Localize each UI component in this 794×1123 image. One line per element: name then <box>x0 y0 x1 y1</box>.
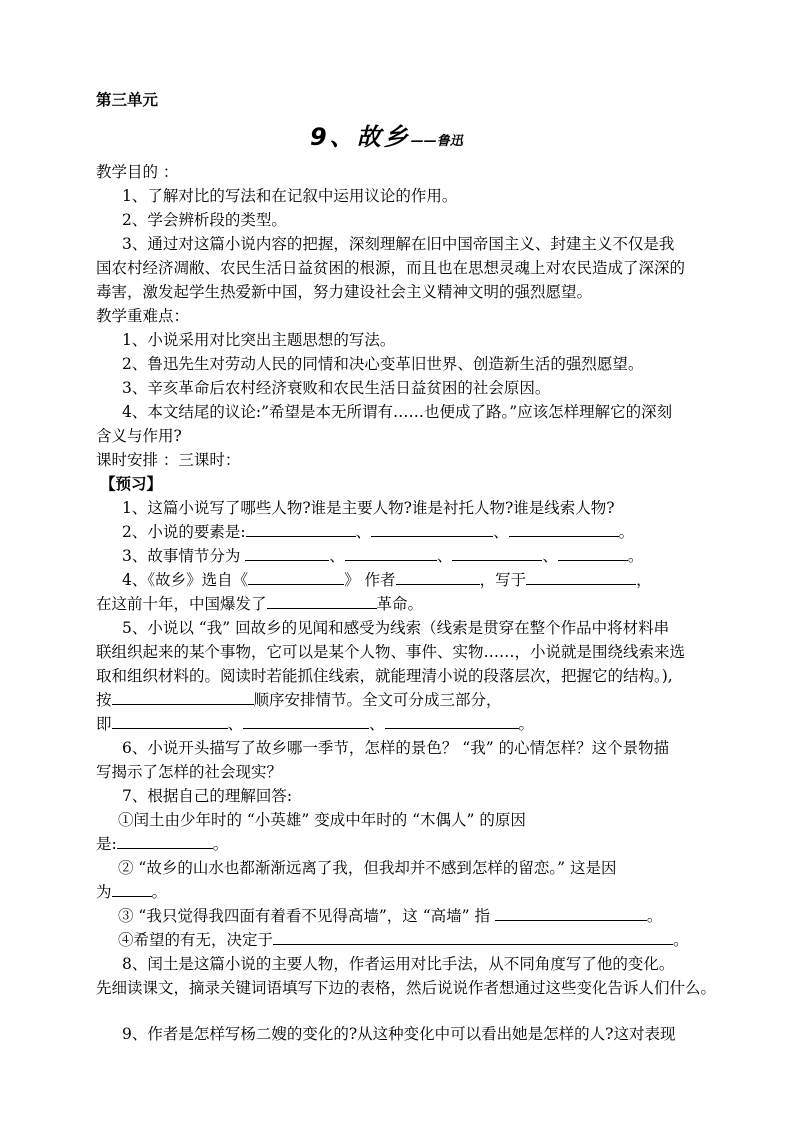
keypoint-item: 3、辛亥革命后农村经济衰败和农民生活日益贫困的社会原因。 <box>122 379 551 397</box>
q4-line2-b: 革命。 <box>376 595 424 613</box>
q7-s1-end: 。 <box>212 835 229 853</box>
q5-blank-part-1[interactable] <box>112 712 228 729</box>
preview-q7-s1: ①闰土由少年时的 “小英雄” 变成中年时的 “木偶人” 的原因 <box>118 811 526 829</box>
q5-line5-a: 即 <box>96 715 112 733</box>
q4-part-a: 4、《故乡》选自《 <box>122 571 249 589</box>
q5-end: 。 <box>518 715 535 733</box>
q2-blank-1[interactable] <box>246 520 356 537</box>
q4-line2-a: 在这前十年，中国爆发了 <box>96 595 267 613</box>
q4-blank-source[interactable] <box>248 568 344 585</box>
preview-q6-line1: 6、小说开头描写了故乡哪一季节，怎样的景色？ “我” 的心情怎样？这个景物描 <box>122 739 670 757</box>
keypoint-item-continued: 含义与作用? <box>96 427 182 445</box>
q5-blank-order[interactable] <box>112 688 254 705</box>
q2-blank-3[interactable] <box>509 520 619 537</box>
q4-blank-date[interactable] <box>526 568 636 585</box>
q2-prefix: 2、小说的要素是: <box>122 523 246 541</box>
q3-blank-2[interactable] <box>345 544 437 561</box>
preview-q8-line2: 先细读课文，摘录关键词语填写下边的表格，然后说说作者想通过这些变化告诉人们什么。 <box>96 979 717 997</box>
q7-s3-a: ③ “我只觉得我四面有着看不见得高墙”，这 “高墙” 指 <box>118 907 490 925</box>
preview-q4 <box>122 568 652 592</box>
unit-heading: 第三单元 <box>96 90 159 109</box>
q4-part-b: 》 作者 <box>344 571 396 589</box>
keypoint-item: 4、本文结尾的议论:”希望是本无所谓有……也便成了路。”应该怎样理解它的深刻 <box>122 403 673 421</box>
preview-q4-line2 <box>96 592 423 616</box>
q5-sep: 、 <box>369 715 385 733</box>
q2-end: 。 <box>618 523 635 541</box>
q4-blank-revolution[interactable] <box>267 592 377 609</box>
preview-heading: 【预习】 <box>100 474 163 493</box>
q7-s1-b: 是: <box>96 835 117 853</box>
preview-q5-line4 <box>96 688 502 712</box>
lesson-title <box>310 120 463 159</box>
keypoint-item: 2、鲁迅先生对劳动人民的同情和决心变革旧世界、创造新生活的强烈愿望。 <box>122 355 644 373</box>
preview-q7-s3 <box>118 904 662 928</box>
preview-q5-line1: 5、小说以 “我” 回故乡的见闻和感受为线索（线索是贯穿在整个作品中将材料串 <box>122 619 670 637</box>
preview-q7-s4 <box>118 928 689 952</box>
title-author: 鲁迅 <box>436 134 463 149</box>
q5-line4-a: 按 <box>96 691 112 709</box>
preview-q7-heading: 7、根据自己的理解回答: <box>122 787 293 805</box>
goal-item-continued: 国农村经济凋敝、农民生活日益贫困的根源，而且也在思想灵魂上对农民造成了深深的 <box>96 259 686 277</box>
q4-part-c: ，写于 <box>479 571 527 589</box>
q5-sep: 、 <box>227 715 244 733</box>
preview-q3 <box>122 544 643 568</box>
preview-q7-s2: ② “故乡的山水也都渐渐远离了我，但我却并不感到怎样的留恋。” 这是因 <box>118 859 617 877</box>
preview-q7-s2-line2 <box>96 880 167 904</box>
preview-q8-line1: 8、闰土是这篇小说的主要人物，作者运用对比手法，从不同角度写了他的变化。 <box>122 955 675 973</box>
preview-q2 <box>122 520 634 544</box>
q3-blank-1[interactable] <box>245 544 329 561</box>
schedule-text: 课时安排 ：三课时： <box>96 451 241 469</box>
q7-s4-a: ④希望的有无，决定于 <box>118 931 274 949</box>
q3-prefix: 3、故事情节分为 <box>122 547 246 565</box>
preview-q5-line5 <box>96 712 534 736</box>
q5-blank-part-2[interactable] <box>243 712 369 729</box>
q3-sep: 、 <box>542 547 558 565</box>
q2-blank-2[interactable] <box>371 520 493 537</box>
q7-blank-3[interactable] <box>495 904 647 921</box>
title-dash: —— <box>410 134 437 149</box>
preview-q5-line2: 联组织起来的某个事物，它可以是某个人物、事件、实物……，小说就是围绕线索来选 <box>96 643 686 661</box>
q5-line4-b: 顺序安排情节。全文可分成三部分， <box>253 691 502 709</box>
preview-q1: 1、这篇小说写了哪些人物?谁是主要人物?谁是衬托人物?谁是线索人物? <box>122 499 615 517</box>
q7-blank-4[interactable] <box>273 928 673 945</box>
keypoint-item: 1、小说采用对比突出主题思想的写法。 <box>122 331 396 349</box>
q3-blank-4[interactable] <box>558 544 628 561</box>
q3-end: 。 <box>627 547 644 565</box>
q3-blank-3[interactable] <box>452 544 542 561</box>
q7-s2-b: 为 <box>96 883 112 901</box>
q5-blank-part-3[interactable] <box>385 712 519 729</box>
goal-item: 1、了解对比的写法和在记叙中运用议论的作用。 <box>122 187 458 205</box>
q3-sep: 、 <box>436 547 453 565</box>
title-main: 9、故乡 <box>310 123 411 151</box>
q7-blank-2[interactable] <box>112 880 152 897</box>
q4-blank-author[interactable] <box>396 568 480 585</box>
preview-q5-line3: 取和组织材料的。阅读时若能抓住线索，就能理清小说的段落层次，把握它的结构。), <box>96 667 673 685</box>
goals-heading: 教学目的 ： <box>96 163 179 181</box>
goal-item-continued: 毒害，激发起学生热爱新中国，努力建设社会主义精神文明的强烈愿望。 <box>96 283 593 301</box>
keypoints-heading: 教学重难点： <box>96 307 190 325</box>
q3-sep: 、 <box>329 547 345 565</box>
q4-part-d: ， <box>636 571 652 589</box>
preview-q7-s1-line2 <box>96 832 228 856</box>
goal-item: 2、学会辨析段的类型。 <box>122 211 287 229</box>
q2-sep: 、 <box>355 523 372 541</box>
q7-s4-end: 。 <box>673 931 689 949</box>
q2-sep: 、 <box>493 523 509 541</box>
q7-s3-end: 。 <box>646 907 663 925</box>
goal-item: 3、通过对这篇小说内容的把握，深刻理解在旧中国帝国主义、封建主义不仅是我 <box>122 235 675 253</box>
q7-s2-end: 。 <box>151 883 168 901</box>
preview-q9-line1: 9、作者是怎样写杨二嫂的变化的?从这种变化中可以看出她是怎样的人?这对表现 <box>122 1025 676 1043</box>
q7-blank-1[interactable] <box>117 832 213 849</box>
preview-q6-line2: 写揭示了怎样的社会现实？ <box>96 763 283 781</box>
